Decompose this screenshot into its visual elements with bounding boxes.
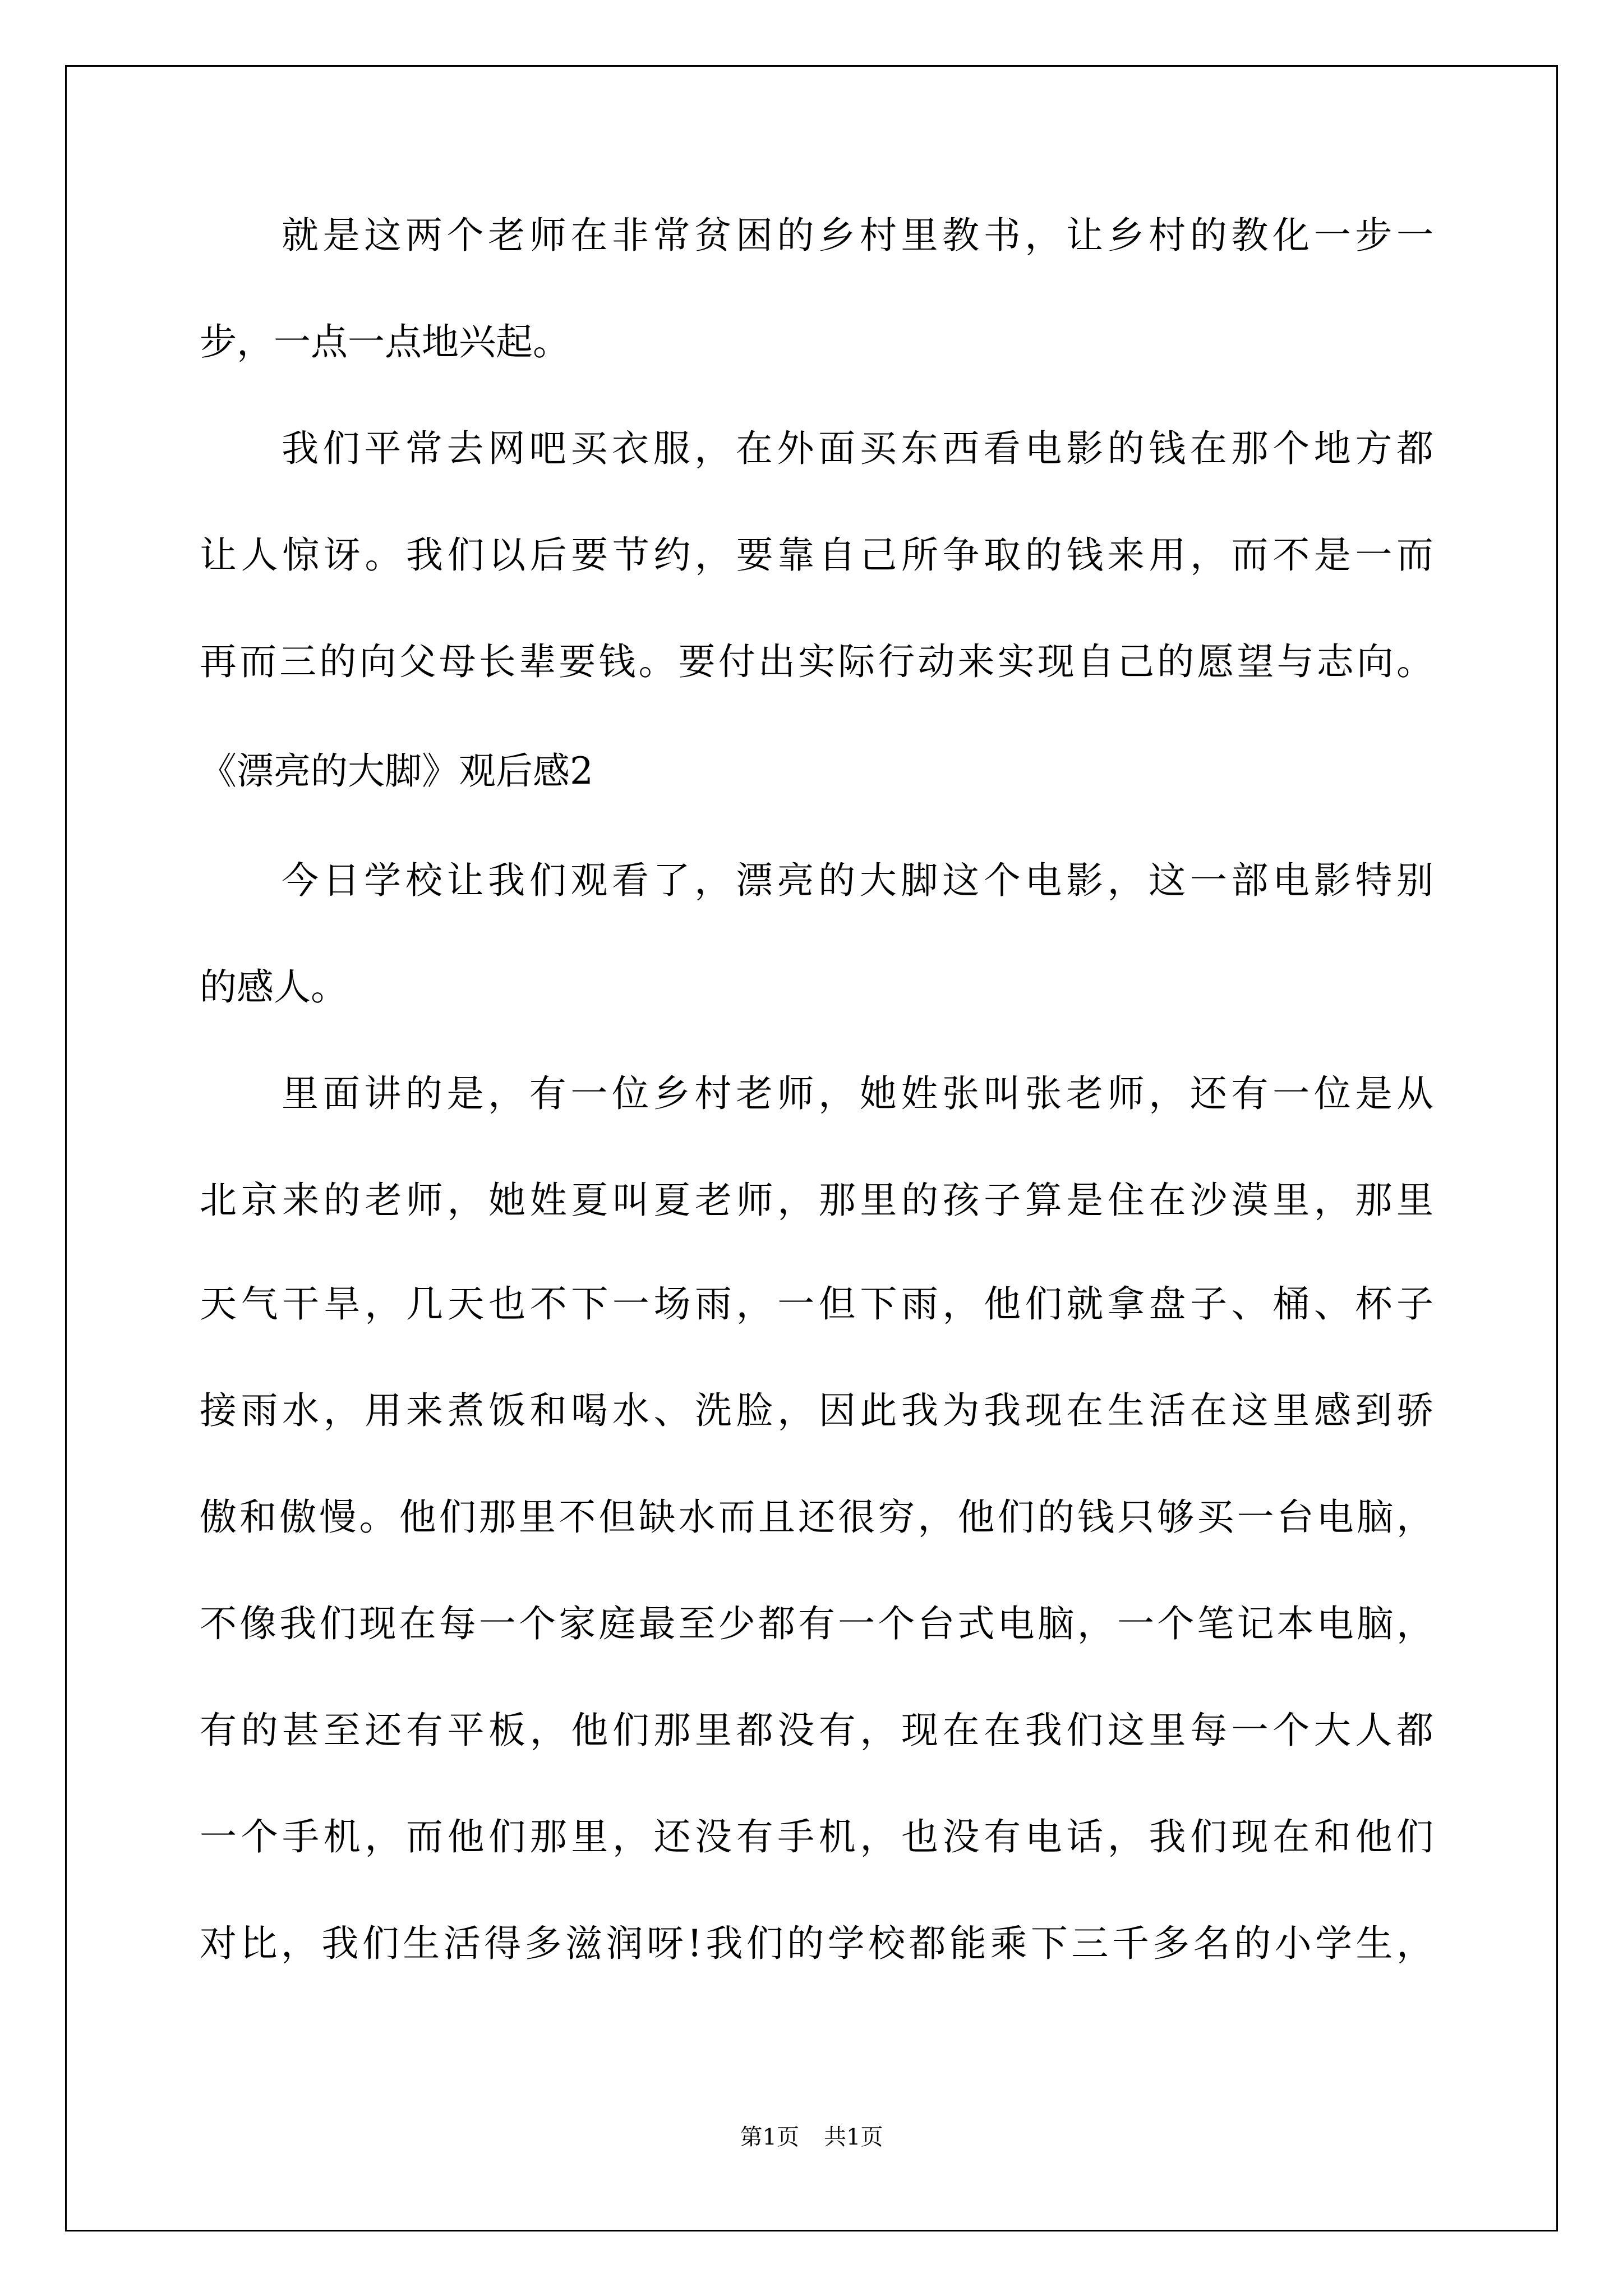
paragraph-line: 傲和傲慢。他们那里不但缺水而且还很穷，他们的钱只够买一台电脑， xyxy=(200,1496,1433,1539)
paragraph-line: 我们平常去网吧买衣服，在外面买东西看电影的钱在那个地方都 xyxy=(282,427,1433,470)
paragraph-line: 北京来的老师，她姓夏叫夏老师，那里的孩子算是住在沙漠里，那里 xyxy=(200,1179,1433,1222)
paragraph-line: 不像我们现在每一个家庭最至少都有一个台式电脑，一个笔记本电脑， xyxy=(200,1602,1433,1645)
paragraph-line: 让人惊讶。我们以后要节约，要靠自己所争取的钱来用，而不是一而 xyxy=(200,533,1433,577)
paragraph-line: 再而三的向父母长辈要钱。要付出实际行动来实现自己的愿望与志向。 xyxy=(200,640,1433,683)
page-number-current: 第1页 xyxy=(740,2124,799,2150)
page-border xyxy=(65,65,1558,2231)
paragraph-line: 步，一点一点地兴起。 xyxy=(200,320,570,364)
paragraph-line: 天气干旱，几天也不下一场雨，一但下雨，他们就拿盘子、桶、杯子 xyxy=(200,1282,1433,1326)
paragraph-line: 对比，我们生活得多滋润呀!我们的学校都能乘下三千多名的小学生， xyxy=(200,1922,1433,1965)
paragraph-line: 有的甚至还有平板，他们那里都没有，现在在我们这里每一个大人都 xyxy=(200,1709,1433,1752)
paragraph-line: 接雨水，用来煮饭和喝水、洗脸，因此我为我现在生活在这里感到骄 xyxy=(200,1389,1433,1432)
paragraph-line: 一个手机，而他们那里，还没有手机，也没有电话，我们现在和他们 xyxy=(200,1815,1433,1858)
page-number-total: 共1页 xyxy=(824,2124,883,2150)
section-heading: 《漂亮的大脚》观后感2 xyxy=(200,749,593,793)
paragraph-line: 里面讲的是，有一位乡村老师，她姓张叫张老师，还有一位是从 xyxy=(282,1072,1433,1115)
paragraph-line: 就是这两个老师在非常贫困的乡村里教书，让乡村的教化一步一 xyxy=(282,214,1433,257)
paragraph-line: 今日学校让我们观看了，漂亮的大脚这个电影，这一部电影特别 xyxy=(282,859,1433,902)
page-footer xyxy=(0,2120,1623,2154)
paragraph-line: 的感人。 xyxy=(200,965,348,1009)
